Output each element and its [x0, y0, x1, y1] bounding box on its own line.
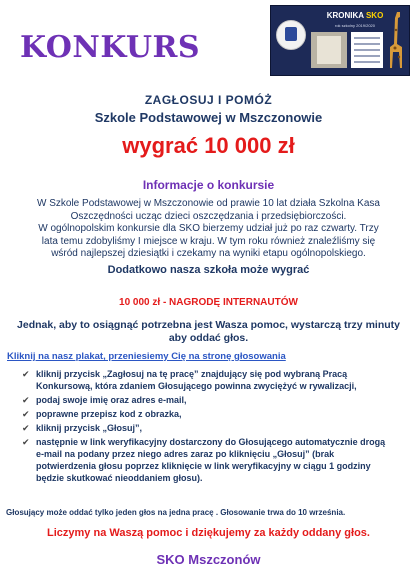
contest-headline: KONKURS [20, 30, 201, 65]
intro-paragraph [0, 198, 417, 261]
paragraph-line: lata temu zdobyliśmy I miejsce w kraju. W tym roku również znaleźliśmy się [41, 235, 376, 247]
list-item: ✔ podaj swoje imię oraz adres e-mail, [22, 395, 187, 405]
poster-photo [311, 32, 347, 68]
list-item: ✔ kliknij przycisk „Głosuj”, [22, 423, 143, 433]
checkmark-icon: ✔ [22, 437, 30, 447]
list-item: ✔ poprawne przepisz kod z obrazka, [22, 409, 182, 419]
checkmark-icon: ✔ [22, 369, 30, 379]
contest-poster-thumbnail[interactable] [270, 5, 410, 76]
additional-prize-line: Dodatkowo nasza szkoła może wygrać [107, 264, 310, 276]
help-request-paragraph [0, 319, 417, 345]
voting-page-link[interactable]: Kliknij na nasz plakat, przeniesiemy Cię na stronę głosowania [7, 351, 286, 362]
voting-steps-list [22, 368, 412, 486]
checkmark-icon: ✔ [22, 409, 30, 419]
poster-title: KRONIKA SKO [326, 11, 384, 20]
paragraph-line: W ogólnopolskim konkursie dla SKO bierzemy udział już po raz czwarty. Trzy [38, 223, 379, 234]
vote-call-heading: ZAGŁOSUJ I POMÓŻ [144, 93, 273, 107]
voting-deadline-note: Głosujący może oddać tylko jeden głos na jedna pracę . Głosowanie trwa do 10 września. [6, 508, 346, 517]
thank-you-line: Liczymy na Waszą pomoc i dziękujemy za każdy oddany głos. [47, 527, 370, 539]
internet-prize-line: 10 000 zł - NAGRODĘ INTERNAUTÓW [119, 297, 298, 308]
checkmark-icon: ✔ [22, 423, 30, 433]
list-item: ✔ następnie w link weryfikacyjny dostarczony do Głosującego automatycznie drogą e-mail na podany przez niego adres zaraz po kliknięciu „Głosuj” (brak potwierdzenia głosu poprzez kliknięcie w link weryfikacyjny w ciągu 1 godziny będzie skutkować nieoddaniem głosu). [22, 437, 386, 483]
paragraph-line: Oszczędności ucząc dzieci oszczędzania i przedsiębiorczości. [70, 210, 347, 222]
giraffe-illustration-icon [385, 10, 405, 70]
prize-heading: wygrać 10 000 zł [122, 133, 295, 158]
paragraph-line: W Szkole Podstawowej w Mszczonowie od prawie 10 lat działa Szkolna Kasa [37, 198, 380, 209]
school-logo-icon [276, 20, 306, 50]
school-name-heading: Szkole Podstawowej w Mszczonowie [94, 110, 323, 125]
signature: SKO Mszczonów [156, 552, 261, 567]
contest-info-heading: Informacje o konkursie [142, 178, 275, 192]
checkmark-icon: ✔ [22, 395, 30, 405]
poster-subtitle: rok szkolny 2019/2020 [334, 23, 376, 28]
poster-text-panel [351, 32, 383, 68]
paragraph-line: aby oddać głos. [168, 332, 249, 344]
list-item: ✔ kliknij przycisk „Zagłosuj na tę pracę” znajdujący się pod wybraną Pracą Konkursową, która zdaniem Głosującego powinna zwyciężyć w rywalizacji, [22, 369, 357, 391]
paragraph-line: wśród najlepszej dziesiątki i czekamy na wyniki etapu ogólnopolskiego. [51, 248, 366, 259]
paragraph-line: Jednak, aby to osiągnąć potrzebna jest Wasza pomoc, wystarczą trzy minuty [17, 319, 400, 331]
